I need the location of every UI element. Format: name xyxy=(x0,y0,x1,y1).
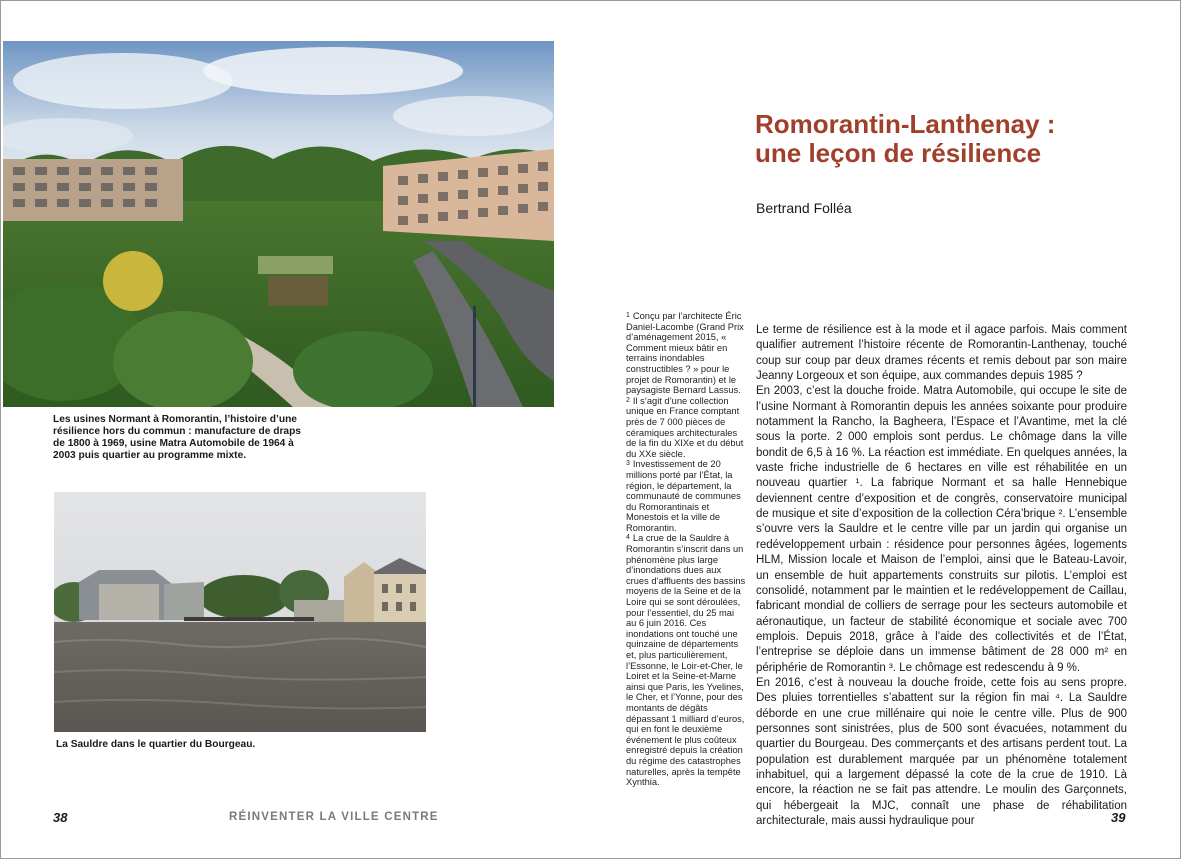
footnote-text: La crue de la Sauldre à Romorantin s’inscrit dans un phénomène plus large d’inondations dues aux crues d’affluents des bassins moyens de la Seine et de la Loire qui se sont déroulées, pour l’essentiel, du 25 mai au 6 juin 2016. Ces inondations ont touché une quinzaine de départements et, plus particulièrement, l’Essonne, le Loir-et-Cher, le Loiret et la Seine-et-Marne ainsi que Paris, les Yvelines, le Cher, et l’Yonne, pour des montants de dégâts dépassant 1 milliard d’euros, qui en font le deuxième événement le plus coûteux enregistré depuis la création du régime des catastrophes naturelles, après la tempête Xynthia. xyxy=(626,533,746,788)
article-body xyxy=(756,323,1127,829)
footnote xyxy=(626,459,746,533)
footnote-number: 2 xyxy=(626,396,630,404)
footnote-text: Conçu par l’architecte Éric Daniel-Lacombe (Grand Prix d’aménagement 2015, « Comment mieux bâtir en terrains inondables constructibles ? » pour le projet de Romorantin) et le paysagiste Bernard Lassus. xyxy=(626,311,744,396)
footnote-number: 3 xyxy=(626,460,630,468)
photo-normant-factories xyxy=(3,41,554,407)
body-paragraph: En 2016, c’est à nouveau la douche froide, cette fois au sens propre. Des pluies torrentielles s’abattent sur la région fin mai ⁴. La Sauldre déborde en une crue millénaire qui noie le centre ville. Plus de 900 personnes sont sinistrées, plus de 500 sont évacuées, notamment du quartier du Bourgeau. Des commerçants et des artisans perdent tout. La population est durablement marquée par un phénomène totalement inhabituel, qui a largement dépassé la cote de la crue de 1910. Là encore, la réaction ne se fait pas attendre. Le moulin des Garçonnets, qui hébergeait la MJC, connaît une phase de réhabilitation architecturale, mais aussi hydraulique pour xyxy=(756,676,1127,827)
article-title xyxy=(755,110,1155,168)
footnotes-column xyxy=(626,311,746,788)
title-line-1: Romorantin-Lanthenay : xyxy=(755,109,1056,139)
footnote-number: 4 xyxy=(626,534,630,542)
footnote xyxy=(626,311,746,396)
footnote xyxy=(626,533,746,787)
footnote-text: Investissement de 20 millions porté par l’État, la région, le département, la communauté de communes du Romorantinais et Monestois et la ville de Romorantin. xyxy=(626,459,741,533)
footnote xyxy=(626,396,746,460)
footnote-text: Il s’agit d’une collection unique en France comptant près de 7 000 pièces de céramiques architecturales de la fin du XIXe et du début du XXe siècle. xyxy=(626,395,744,459)
running-head: RÉINVENTER LA VILLE CENTRE xyxy=(229,811,439,823)
photo-sauldre-flood xyxy=(54,492,426,732)
footnote-number: 1 xyxy=(626,312,630,319)
title-line-2: une leçon de résilience xyxy=(755,138,1042,168)
article-author: Bertrand Folléa xyxy=(756,200,852,216)
photo1-caption: Les usines Normant à Romorantin, l’histoire d’une résilience hors du commun : manufacture de draps de 1800 à 1969, usine Matra Automobile de 1964 à 2003 puis quartier au programme mixte. xyxy=(53,414,301,461)
body-paragraph: En 2003, c’est la douche froide. Matra Automobile, qui occupe le site de l’usine Normant à Romorantin depuis les années soixante pour produire notamment la Rancho, la Bagheera, l’Espace et l’Avantime, met la clé sous la porte. 2 000 emplois sont perdus. Le chômage dans la ville bondit de 6,5 à 16 %. La réaction est immédiate. En quelques années, la vaste friche industrielle de 6 hectares en ville est réhabilitée en un nouveau quartier ¹. La fabrique Normant et sa halle Hennebique deviennent centre d’exposition et de congrès, conservatoire municipal de musique et site d’exposition de la collection Céra’brique ². L’ensemble s’ouvre vers la Sauldre et le centre ville par un jardin qui organise un redéveloppement urbain : résidence pour personnes âgées, logements HLM, Mission locale et Maison de l’emploi, ainsi que le Bateau-Lavoir, un ensemble de huit appartements construits sur pilotis. L’emploi est consolidé, notamment par le maintien et le redéveloppement de Caillau, fabricant mondial de colliers de serrage pour les secteurs automobile et aéronautique, un facteur de stabilité économique et sociale avec 700 emplois. Depuis 2018, grâce à l’aide des collectivités et de l’État, l’entreprise se déploie dans un immense bâtiment de 28 000 m² en périphérie de Romorantin ³. Le chômage est redescendu à 9 %. xyxy=(756,385,1127,674)
right-page-number: 39 xyxy=(1111,810,1126,825)
left-page-number: 38 xyxy=(53,810,68,825)
photo2-caption: La Sauldre dans le quartier du Bourgeau. xyxy=(56,739,256,750)
body-paragraph: Le terme de résilience est à la mode et il agace parfois. Mais comment qualifier autrement l’histoire récente de Romorantin-Lanthenay, touché coup sur coup par deux drames récents et remis debout par son maire Jeanny Lorgeoux et son équipe, aux commandes depuis 1985 ? xyxy=(756,324,1127,383)
